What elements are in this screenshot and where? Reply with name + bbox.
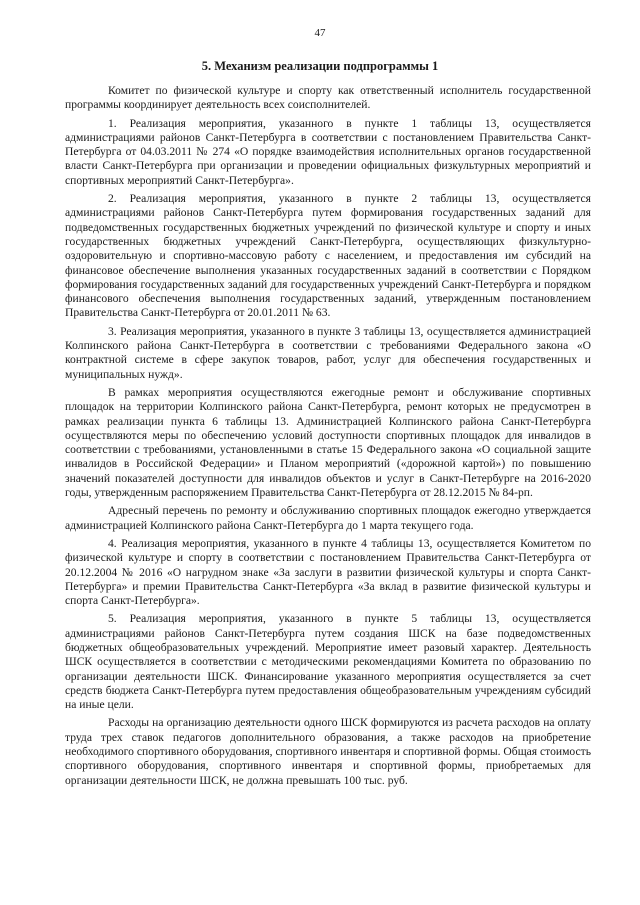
paragraph-item-5-expenses: Расходы на организацию деятельности одного ШСК формируются из расчета расходов на оплату труда трех ставок педагогов дополнительного образования, а также расходов на приобретение необходимого спортивного оборудования, спортивного инвентаря и спортивной формы. Общая стоимость спортивного оборудования, спортивного инвентаря и спортивной формы, приобретаемых для организации деятельности ШСК, не должна превышать 100 тыс. руб.: [65, 716, 591, 787]
paragraph-item-3-details: В рамках мероприятия осуществляются ежегодные ремонт и обслуживание спортивных площадок на территории Колпинского района Санкт-Петербурга, ремонт которых не предусмотрен в рамках реализации пункта 6 таблицы 13. Администрацией Колпинского района Санкт-Петербурга осуществляются меры по обеспечению условий доступности спортивных площадок для инвалидов в соответствии с требованиями, установленными в статье 15 Федерального закона «О социальной защите инвалидов в Российской Федерации» и Планом мероприятий («дорожной картой») по повышению значений показателей доступности для инвалидов объектов и услуг в Санкт-Петербурге на 2016-2020 годы, утвержденным распоряжением Правительства Санкт-Петербурга от 28.12.2015 № 84-рп.: [65, 385, 591, 500]
paragraph-item-4: 4. Реализация мероприятия, указанного в пункте 4 таблицы 13, осуществляется Комитетом по физической культуре и спорту в соответствии с постановлением Правительства Санкт-Петербурга от 20.12.2004 № 2016 «О нагрудном знаке «За заслуги в развитии физической культуры и спорта Санкт-Петербурга» и премии Правительства Санкт-Петербурга «За вклад в развитие физической культуры и спорта Санкт-Петербурга».: [65, 536, 591, 608]
section-heading: 5. Механизм реализации подпрограммы 1: [201, 59, 439, 73]
paragraph-item-3-address-list: Адресный перечень по ремонту и обслуживанию спортивных площадок ежегодно утверждается администрацией Колпинского района Санкт-Петербурга до 1 марта текущего года.: [65, 504, 591, 532]
page-number: 47: [314, 27, 326, 39]
paragraph-item-2: 2. Реализация мероприятия, указанного в пункте 2 таблицы 13, осуществляется администрациями районов Санкт-Петербурга путем формирования государственных заданий для подведомственных государственных бюджетных учреждений по физической культуре и спорту и иных государственных бюджетных учреждений Санкт-Петербурга, осуществляющих физкультурно-оздоровительную и спортивно-массовую работу с населением, и предоставления им субсидий на финансовое обеспечение выполнения указанных государственных заданий в соответствии с Порядком формирования государственных заданий для государственных учреждений Санкт-Петербурга и порядком финансового обеспечения выполнения государственных заданий, утвержденным постановлением Правительства Санкт-Петербурга от 20.01.2011 № 63.: [65, 192, 591, 320]
paragraph-item-3: 3. Реализация мероприятия, указанного в пункте 3 таблицы 13, осуществляется администрацией Колпинского района Санкт-Петербурга в соответствии с требованиями Федерального закона «О контрактной системе в сфере закупок товаров, работ, услуг для обеспечения государственных и муниципальных нужд».: [65, 324, 591, 381]
paragraph-item-5: 5. Реализация мероприятия, указанного в пункте 5 таблицы 13, осуществляется администрациями районов Санкт-Петербурга путем создания ШСК на базе подведомственных бюджетных общеобразовательных учреждений. Мероприятие имеет разовый характер. Деятельность ШСК осуществляется в соответствии с методическими рекомендациями Комитета по образованию по организации деятельности ШСК. Финансирование указанного мероприятия осуществляется за счет средств бюджета Санкт-Петербурга путем предоставления общеобразовательным учреждениям субсидий на иные цели.: [65, 612, 591, 712]
paragraph-item-1: 1. Реализация мероприятия, указанного в пункте 1 таблицы 13, осуществляется администрациями районов Санкт-Петербурга в соответствии с постановлением Правительства Санкт-Петербурга от 04.03.2011 № 274 «О порядке взаимодействия исполнительных органов государственной власти Санкт-Петербурга при организации и проведении официальных физкультурных мероприятий и спортивных мероприятий Санкт-Петербурга».: [65, 116, 591, 187]
body-text: [65, 84, 591, 792]
paragraph-intro: Комитет по физической культуре и спорту как ответственный исполнитель государственной программы координирует деятельность всех соисполнителей.: [65, 84, 591, 112]
